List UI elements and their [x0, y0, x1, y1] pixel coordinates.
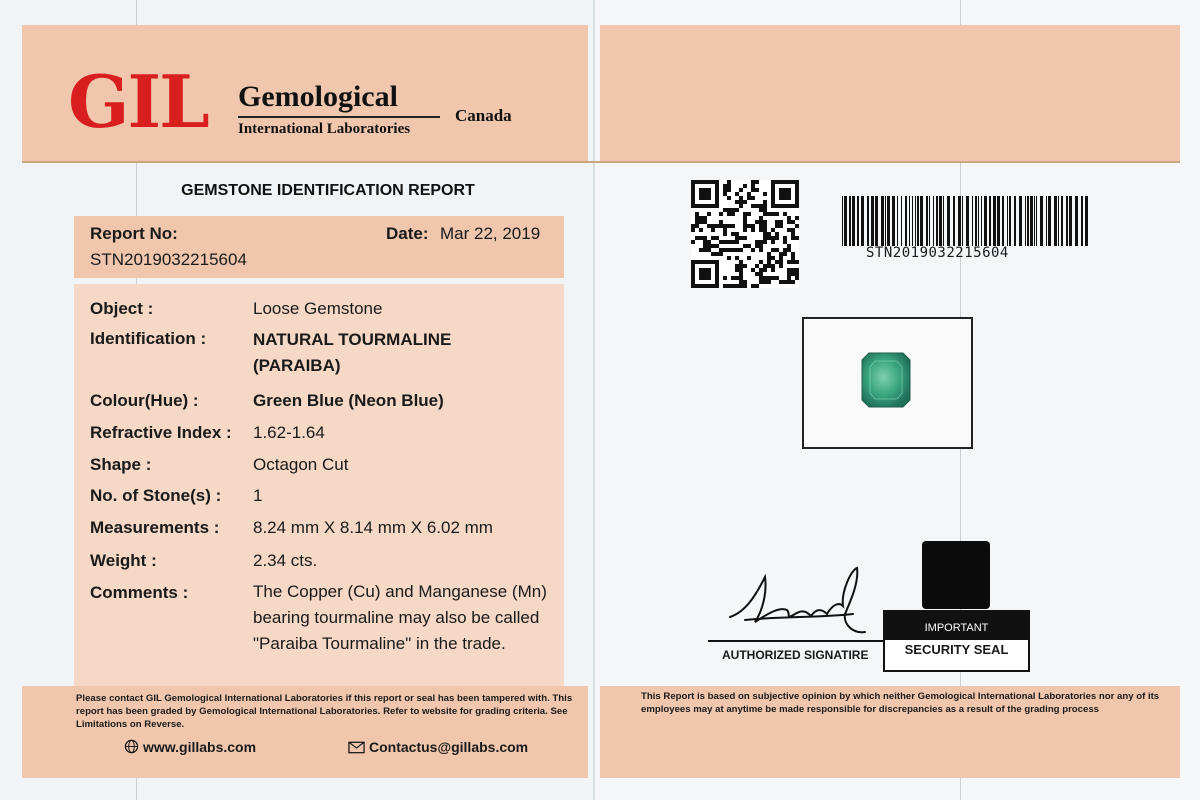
report-number: STN2019032215604 — [90, 250, 247, 269]
detail-value-identification: NATURAL TOURMALINE (PARAIBA) — [253, 330, 452, 375]
security-seal-sticker — [922, 541, 990, 609]
qr-code-icon — [691, 180, 799, 288]
barcode-number: STN2019032215604 — [866, 245, 1009, 261]
footer-disclaimer-right: This Report is based on subjective opinion by which neither Gemological International Laboratories nor any of its employees may at anytime be made responsible for discrepancies as a result of the grading process — [641, 691, 1160, 715]
gil-logo: GIL — [68, 59, 208, 144]
detail-label-identification: Identification : — [90, 329, 207, 348]
report-date: Mar 22, 2019 — [440, 224, 541, 243]
detail-value-colour: Green Blue (Neon Blue) — [253, 391, 444, 410]
seal-important-label: IMPORTANT — [885, 612, 1028, 640]
org-country: Canada — [455, 106, 512, 125]
org-subtitle: International Laboratories — [238, 121, 411, 137]
detail-label-stone-count: No. of Stone(s) : — [90, 486, 222, 505]
detail-value-shape: Octagon Cut — [253, 455, 349, 474]
email-text: Contactus@gillabs.com — [369, 739, 529, 755]
gemstone-image — [860, 351, 912, 409]
detail-label-weight: Weight : — [90, 551, 157, 570]
footer-disclaimer-left: Please contact GIL Gemological International Laboratories if this report or seal has been tampered with. This report has been graded by Gemological International Laboratories. Refer to website for grading criteria. See Limitations on Reverse. — [76, 693, 573, 730]
website-link[interactable] — [124, 739, 256, 757]
detail-value-comments: The Copper (Cu) and Manganese (Mn) bearing tourmaline may also be called "Paraiba Tourmaline" in the trade. — [253, 582, 547, 653]
detail-label-colour: Colour(Hue) : — [90, 391, 199, 410]
report-heading: GEMSTONE IDENTIFICATION REPORT — [181, 182, 475, 199]
detail-label-object: Object : — [90, 299, 154, 318]
envelope-icon — [348, 741, 365, 757]
report-number-label: Report No: — [90, 224, 178, 243]
logo-rule — [238, 116, 440, 118]
detail-label-measurements: Measurements : — [90, 518, 220, 537]
barcode-icon — [840, 196, 1092, 246]
detail-value-object: Loose Gemstone — [253, 299, 383, 318]
detail-value-weight: 2.34 cts. — [253, 551, 318, 570]
center-fold — [593, 0, 595, 800]
website-text: www.gillabs.com — [143, 739, 257, 755]
header-band-right — [600, 25, 1180, 163]
signature-line — [708, 640, 884, 642]
detail-label-refractive-index: Refractive Index : — [90, 423, 232, 442]
report-date-label: Date: — [386, 224, 429, 243]
signature-label: AUTHORIZED SIGNATIRE — [722, 648, 869, 662]
globe-icon — [124, 739, 139, 757]
detail-label-shape: Shape : — [90, 455, 152, 474]
detail-label-comments: Comments : — [90, 583, 189, 602]
header-rule — [22, 161, 1180, 163]
org-title: Gemological — [238, 80, 398, 113]
seal-security-label: SECURITY SEAL — [904, 642, 1009, 657]
security-seal-box — [883, 610, 1030, 672]
detail-value-stone-count: 1 — [253, 486, 263, 505]
email-link[interactable] — [348, 739, 528, 757]
detail-value-measurements: 8.24 mm X 8.14 mm X 6.02 mm — [253, 518, 493, 537]
signature-image — [725, 562, 875, 640]
detail-value-refractive-index: 1.62-1.64 — [253, 423, 325, 442]
